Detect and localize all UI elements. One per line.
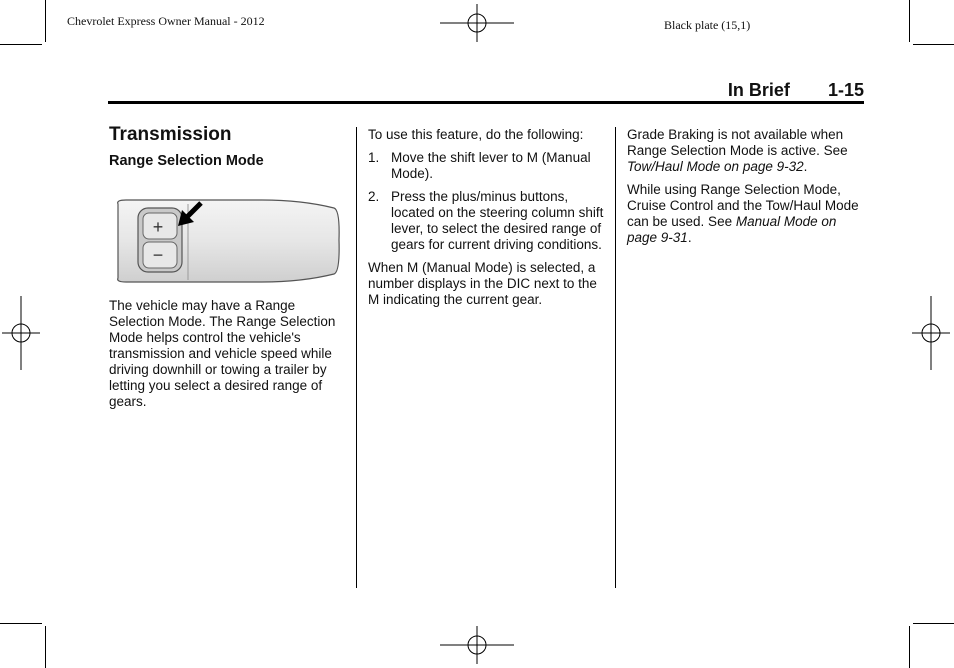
step-text: Press the plus/minus buttons, located on the steering column shift lever, to select the desired range of gears for current driving conditions. [391,189,604,252]
registration-mark-icon [2,296,40,370]
registration-mark-icon [440,4,514,42]
column-1 [109,124,344,169]
paragraph [627,182,865,246]
section-title: In Brief [727,80,790,100]
crop-mark [909,0,910,42]
page-number: 1-15 [827,80,864,100]
step-text: Move the shift lever to M (Manual Mode). [391,150,591,181]
paragraph-text: Grade Braking is not available when Range Selection Mode is active. See [627,127,848,158]
column-2 [368,127,606,315]
punctuation: . [803,159,808,174]
subsection-heading: Range Selection Mode [109,153,264,169]
cross-reference-link[interactable]: Manual Mode on page 9-31 [627,214,837,245]
plus-button-label: + [152,217,164,237]
column-3 [627,127,865,253]
crop-mark [913,623,954,624]
list-item [368,189,606,253]
plate-label: Black plate (15,1) [664,18,751,32]
step-number: 2. [368,189,380,204]
paragraph: The vehicle may have a Range Selection Mode. The Range Selection Mode helps control the vehicle's transmission and vehicle speed while driving downhill or towing a trailer by letting you select a desired range of gears. [109,298,336,409]
crop-mark [909,626,910,668]
crop-mark [913,44,954,45]
registration-mark-icon [440,626,514,664]
paragraph [627,127,865,175]
header-rule [108,101,864,104]
manual-title: Chevrolet Express Owner Manual - 2012 [67,14,265,28]
paragraph-text: While using Range Selection Mode, Cruise Control and the Tow/Haul Mode can be used. See [627,182,859,229]
section-heading: Transmission [109,124,232,145]
crop-mark [0,44,42,45]
paragraph: When M (Manual Mode) is selected, a number displays in the DIC next to the M indicating the current gear. [368,260,597,307]
running-head [728,80,864,101]
crop-mark [45,626,46,668]
crop-mark [45,0,46,42]
minus-button-label: − [152,245,164,265]
registration-mark-icon [912,296,950,370]
shift-lever-illustration [112,196,342,288]
list-item [368,150,606,182]
cross-reference-link[interactable]: Tow/Haul Mode on page 9-32 [627,159,804,174]
steps-list [368,150,606,253]
column-1-body [109,298,349,417]
paragraph: To use this feature, do the following: [368,127,584,142]
punctuation: . [687,230,692,245]
column-divider [356,127,357,588]
crop-mark [0,623,42,624]
column-divider [615,127,616,588]
step-number: 1. [368,150,380,165]
